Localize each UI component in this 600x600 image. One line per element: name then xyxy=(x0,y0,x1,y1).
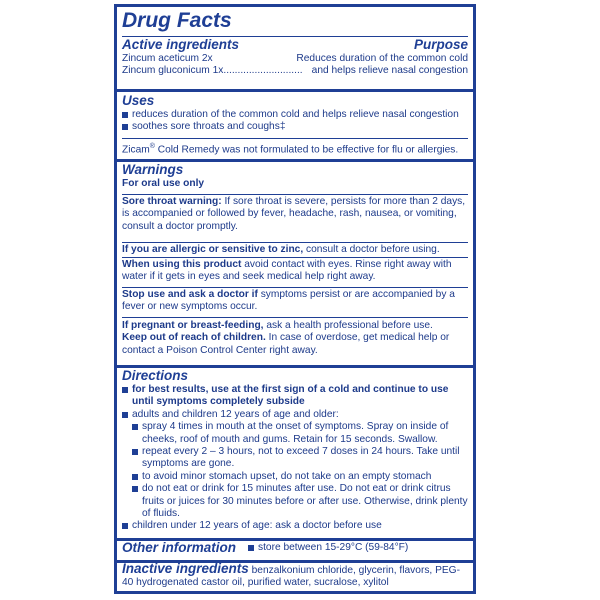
section-divider xyxy=(117,89,473,92)
bullet-icon xyxy=(132,449,138,455)
bullet-icon xyxy=(122,387,128,393)
ingredient-row xyxy=(122,53,468,65)
when-using-warning: When using this product avoid contact with eyes. Rinse right away with water if it gets in eyes and seek medical help right away. xyxy=(122,259,452,283)
list-item: reduces duration of the common cold and helps relieve nasal congestion xyxy=(122,109,468,121)
stop-use-warning: Stop use and ask a doctor if symptoms persist or are accompanied by a fever or new symptoms occur. xyxy=(122,289,455,313)
directions-section xyxy=(117,368,473,533)
purpose-header: Purpose xyxy=(413,37,468,52)
other-information-section xyxy=(117,540,473,556)
divider xyxy=(122,257,468,258)
title-section xyxy=(117,9,473,33)
uses-section xyxy=(117,93,473,134)
list-item: do not eat or drink for 15 minutes after use. Do not eat or drink citrus fruits or juices for 30 minutes before or after use. Otherwise, drink plenty of fluids. xyxy=(132,483,468,520)
active-ingredients-section xyxy=(117,37,473,78)
list-item: to avoid minor stomach upset, do not take on an empty stomach xyxy=(132,471,468,483)
list-item: for best results, use at the first sign of a cold and continue to use until symptoms completely subside xyxy=(122,384,468,409)
bullet-icon xyxy=(122,124,128,130)
ingredient-purpose: Reduces duration of the common cold xyxy=(296,53,468,64)
bullet-icon xyxy=(122,112,128,118)
dot-leader: ............................ xyxy=(223,65,303,77)
children-warning: Keep out of reach of children. In case of overdose, get medical help or contact a Poison Control Center right away. xyxy=(122,332,450,356)
inactive-ingredients-section xyxy=(117,563,473,590)
oral-use-line: For oral use only xyxy=(122,178,205,189)
divider xyxy=(122,194,468,195)
warnings-section xyxy=(117,162,473,190)
inactive-ingredients-list: benzalkonium chloride, glycerin, flavors, PEG-40 hydrogenated castor oil, purified water, sucralose, xylitol xyxy=(122,565,460,589)
uses-header: Uses xyxy=(122,93,155,108)
uses-note: Zicam® Cold Remedy was not formulated to be effective for flu or allergies. xyxy=(122,143,459,156)
allergy-warning: If you are allergic or sensitive to zinc, consult a doctor before using. xyxy=(122,244,440,255)
divider xyxy=(122,138,468,139)
bullet-icon xyxy=(132,424,138,430)
divider xyxy=(122,287,468,288)
bullet-icon xyxy=(122,523,128,529)
list-item: repeat every 2 – 3 hours, not to exceed 7 doses in 24 hours. Take until symptoms are gone. xyxy=(132,446,468,471)
directions-header: Directions xyxy=(122,368,189,383)
bullet-icon xyxy=(132,474,138,480)
divider xyxy=(122,242,468,243)
divider xyxy=(122,317,468,318)
drug-facts-panel xyxy=(114,4,476,594)
sore-throat-warning: Sore throat warning: If sore throat is severe, persists for more than 2 days, is accompanied or followed by fever, headache, rash, nausea, or vomiting, consult a doctor promptly. xyxy=(122,196,466,232)
bullet-icon xyxy=(132,486,138,492)
ingredient-name: Zincum aceticum 2x xyxy=(122,53,213,64)
ingredient-purpose: and helps relieve nasal congestion xyxy=(311,65,468,77)
drug-facts-title: Drug Facts xyxy=(122,9,232,32)
bullet-icon xyxy=(122,412,128,418)
pregnancy-warning: If pregnant or breast-feeding, ask a health professional before use. Keep out of reach of children. In case of overdose, get medical help or contact a Poison Control Center right away. xyxy=(117,320,473,357)
ingredient-row xyxy=(122,65,468,77)
ingredient-name: Zincum gluconicum 1x xyxy=(122,65,224,77)
bullet-icon xyxy=(248,545,254,551)
list-item: spray 4 times in mouth at the onset of symptoms. Spray on inside of cheeks, roof of mouth and gums. Retain for 15 seconds. Swallow. xyxy=(132,421,468,446)
storage-info: store between 15-29°C (59-84°F) xyxy=(258,541,409,553)
list-item: soothes sore throats and coughs‡ xyxy=(122,121,468,133)
list-item: children under 12 years of age: ask a doctor before use xyxy=(122,520,468,532)
active-ingredients-header: Active ingredients xyxy=(122,37,240,52)
warnings-header: Warnings xyxy=(122,162,184,177)
inactive-ingredients-header: Inactive ingredients xyxy=(122,561,249,576)
list-item: adults and children 12 years of age and older: xyxy=(122,409,468,421)
other-information-header: Other information xyxy=(122,540,236,555)
